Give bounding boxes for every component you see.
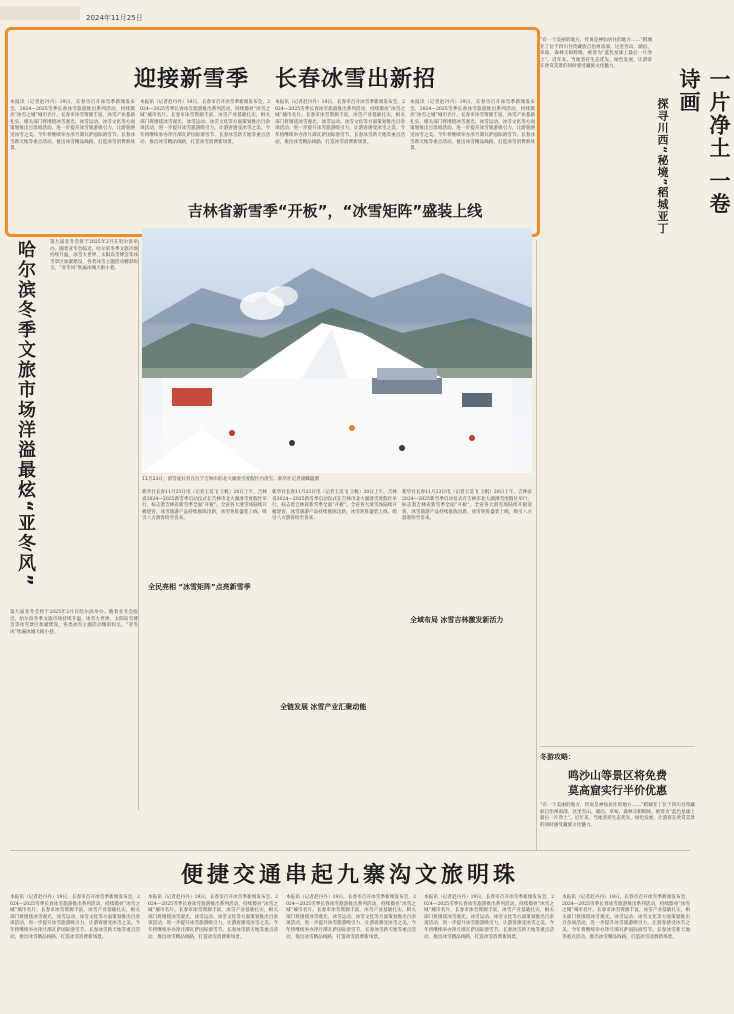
notice-rule (540, 746, 695, 747)
left-story-body-1: 第九届亚冬会将于2025年2月在哈尔滨举办。随着亚冬会临近，哈尔滨冬季文旅市场持续升温，冰雪大世界、太阳岛雪博会等冰雪景区加紧建设，各类冰雪主题活动精彩纷呈，“亚冬风”吹遍冰城大街小巷。 (50, 240, 138, 272)
bottom-rule (10, 850, 690, 851)
lead-column-1: 本报讯（记者赵丹丹）19日，长春市召开冰雪季新闻发布会，2024—2025雪季长春冰雪旅游推出系列活动，持续擦亮“冰雪之城”城市名片。长春市冰雪资源丰富，冰雪产业基础扎实，相关部门将围绕冰雪观光、冰雪运动、冰雪文化等方面策划推出百余项活动，进一步提升冰雪旅游吸引力，让游客感受冰雪之美。今年将继续举办净月潭瓦萨国际滑雪节、长春冰雪新天地等重点活动，推出冰雪精品线路，打造冰雪消费新场景。 (10, 100, 135, 152)
lead-column-4: 本报讯（记者赵丹丹）19日，长春市召开冰雪季新闻发布会，2024—2025雪季长春冰雪旅游推出系列活动，持续擦亮“冰雪之城”城市名片。长春市冰雪资源丰富，冰雪产业基础扎实，相关部门将围绕冰雪观光、冰雪运动、冰雪文化等方面策划推出百余项活动，进一步提升冰雪旅游吸引力，让游客感受冰雪之美。今年将继续举办净月潭瓦萨国际滑雪节、长春冰雪新天地等重点活动，推出冰雪精品线路，打造冰雪消费新场景。 (410, 100, 535, 152)
section-subhead-2: 全链发展 冰雪产业汇聚动能 (280, 703, 367, 711)
section-column-3: 新华社长春11月23日电（记者王昊飞 王帆）20日上午，吉林省2024—2025新雪季启动仪式在吉林市北大湖滑雪度假区举行，标志着吉林省新雪季全面“开板”。全省各大滑雪场陆续开板迎客，冰雪旅游产品持续推陈出新，冰雪矩阵盛装上线，吸引八方游客纷至沓来。 (402, 490, 532, 522)
issue-date: 2024年11月25日 (86, 14, 143, 22)
bottom-column-1: 本报讯（记者赵丹丹）19日，长春市召开冰雪季新闻发布会，2024—2025雪季长春冰雪旅游推出系列活动，持续擦亮“冰雪之城”城市名片。长春市冰雪资源丰富，冰雪产业基础扎实，相关部门将围绕冰雪观光、冰雪运动、冰雪文化等方面策划推出百余项活动，进一步提升冰雪旅游吸引力，让游客感受冰雪之美。今年将继续举办净月潭瓦萨国际滑雪节、长春冰雪新天地等重点活动，推出冰雪精品线路，打造冰雪消费新场景。 (10, 895, 140, 940)
ski-resort-photo (142, 228, 532, 473)
right-story-body: “有一个美丽的地方，传说是神仙居住的地方……”稻城亚丁位于四川甘孜藏族自治州南部，这里雪山、湖泊、草甸、森林交相辉映，被誉为“蓝色星球上最后一片净土”。近年来，当地坚持生态优先、绿色发展，让游客在欣赏美景的同时感受藏族文化魅力。 (540, 38, 652, 70)
section-column-1: 新华社长春11月23日电（记者王昊飞 王帆）20日上午，吉林省2024—2025新雪季启动仪式在吉林市北大湖滑雪度假区举行，标志着吉林省新雪季全面“开板”。全省各大滑雪场陆续开板迎客，冰雪旅游产品持续推陈出新，冰雪矩阵盛装上线，吸引八方游客纷至沓来。 (142, 490, 267, 522)
section-subhead-3: 全域布局 冰雪吉林激发新活力 (410, 616, 504, 624)
section-headline: 吉林省新雪季“开板”，“冰雪矩阵”盛装上线 (187, 202, 483, 220)
lead-headline: 迎接新雪季 长春冰雪出新招 (134, 67, 436, 92)
bottom-column-3: 本报讯（记者赵丹丹）19日，长春市召开冰雪季新闻发布会，2024—2025雪季长春冰雪旅游推出系列活动，持续擦亮“冰雪之城”城市名片。长春市冰雪资源丰富，冰雪产业基础扎实，相关部门将围绕冰雪观光、冰雪运动、冰雪文化等方面策划推出百余项活动，进一步提升冰雪旅游吸引力，让游客感受冰雪之美。今年将继续举办净月潭瓦萨国际滑雪节、长春冰雪新天地等重点活动，推出冰雪精品线路，打造冰雪消费新场景。 (286, 895, 416, 940)
newspaper-logo (0, 6, 80, 20)
photo-caption: 11月23日，滑雪爱好者在位于吉林市的北大湖滑雪度假区内滑雪。新华社记者颜麟蕴摄 (142, 477, 320, 482)
bottom-headline: 便捷交通串起九寨沟文旅明珠 (180, 863, 519, 888)
notice-headline: 鸣沙山等景区将免费 莫高窟实行半价优惠 (568, 769, 667, 797)
bottom-column-4: 本报讯（记者赵丹丹）19日，长春市召开冰雪季新闻发布会，2024—2025雪季长春冰雪旅游推出系列活动，持续擦亮“冰雪之城”城市名片。长春市冰雪资源丰富，冰雪产业基础扎实，相关部门将围绕冰雪观光、冰雪运动、冰雪文化等方面策划推出百余项活动，进一步提升冰雪旅游吸引力，让游客感受冰雪之美。今年将继续举办净月潭瓦萨国际滑雪节、长春冰雪新天地等重点活动，推出冰雪精品线路，打造冰雪消费新场景。 (424, 895, 554, 940)
left-story-headline: 哈尔滨冬季文旅市场洋溢最炫“亚冬风” (15, 240, 36, 588)
column-rule (138, 240, 139, 810)
right-story-headline: 一片净土 一卷诗画 (677, 68, 731, 216)
bottom-column-2: 本报讯（记者赵丹丹）19日，长春市召开冰雪季新闻发布会，2024—2025雪季长春冰雪旅游推出系列活动，持续擦亮“冰雪之城”城市名片。长春市冰雪资源丰富，冰雪产业基础扎实，相关部门将围绕冰雪观光、冰雪运动、冰雪文化等方面策划推出百余项活动，进一步提升冰雪旅游吸引力，让游客感受冰雪之美。今年将继续举办净月潭瓦萨国际滑雪节、长春冰雪新天地等重点活动，推出冰雪精品线路，打造冰雪消费新场景。 (148, 895, 278, 940)
right-story-subhead: 探寻川西“秘境”稻城亚丁 (656, 98, 669, 235)
masthead (0, 0, 700, 26)
notice-title: 冬游攻略： (540, 753, 575, 761)
lead-column-2: 本报讯（记者赵丹丹）19日，长春市召开冰雪季新闻发布会，2024—2025雪季长春冰雪旅游推出系列活动，持续擦亮“冰雪之城”城市名片。长春市冰雪资源丰富，冰雪产业基础扎实，相关部门将围绕冰雪观光、冰雪运动、冰雪文化等方面策划推出百余项活动，进一步提升冰雪旅游吸引力，让游客感受冰雪之美。今年将继续举办净月潭瓦萨国际滑雪节、长春冰雪新天地等重点活动，推出冰雪精品线路，打造冰雪消费新场景。 (140, 100, 270, 145)
right-story (540, 28, 731, 848)
left-story-body-2: 第九届亚冬会将于2025年2月在哈尔滨举办。随着亚冬会临近，哈尔滨冬季文旅市场持续升温，冰雪大世界、太阳岛雪博会等冰雪景区加紧建设，各类冰雪主题活动精彩纷呈，“亚冬风”吹遍冰城大街小巷。 (10, 610, 138, 635)
bottom-column-5: 本报讯（记者赵丹丹）19日，长春市召开冰雪季新闻发布会，2024—2025雪季长春冰雪旅游推出系列活动，持续擦亮“冰雪之城”城市名片。长春市冰雪资源丰富，冰雪产业基础扎实，相关部门将围绕冰雪观光、冰雪运动、冰雪文化等方面策划推出百余项活动，进一步提升冰雪旅游吸引力，让游客感受冰雪之美。今年将继续举办净月潭瓦萨国际滑雪节、长春冰雪新天地等重点活动，推出冰雪精品线路，打造冰雪消费新场景。 (562, 895, 690, 940)
section-subhead-1: 全民亮相 “冰雪矩阵”点亮新雪季 (148, 583, 251, 591)
lead-column-3: 本报讯（记者赵丹丹）19日，长春市召开冰雪季新闻发布会，2024—2025雪季长春冰雪旅游推出系列活动，持续擦亮“冰雪之城”城市名片。长春市冰雪资源丰富，冰雪产业基础扎实，相关部门将围绕冰雪观光、冰雪运动、冰雪文化等方面策划推出百余项活动，进一步提升冰雪旅游吸引力，让游客感受冰雪之美。今年将继续举办净月潭瓦萨国际滑雪节、长春冰雪新天地等重点活动，推出冰雪精品线路，打造冰雪消费新场景。 (275, 100, 405, 145)
column-rule-right (536, 240, 537, 850)
ski-resort-illustration (142, 228, 532, 473)
section-column-2: 新华社长春11月23日电（记者王昊飞 王帆）20日上午，吉林省2024—2025新雪季启动仪式在吉林市北大湖滑雪度假区举行，标志着吉林省新雪季全面“开板”。全省各大滑雪场陆续开板迎客，冰雪旅游产品持续推陈出新，冰雪矩阵盛装上线，吸引八方游客纷至沓来。 (272, 490, 397, 522)
notice-body: “有一个美丽的地方，传说是神仙居住的地方……”稻城亚丁位于四川甘孜藏族自治州南部，这里雪山、湖泊、草甸、森林交相辉映，被誉为“蓝色星球上最后一片净土”。近年来，当地坚持生态优先、绿色发展，让游客在欣赏美景的同时感受藏族文化魅力。 (540, 803, 695, 828)
